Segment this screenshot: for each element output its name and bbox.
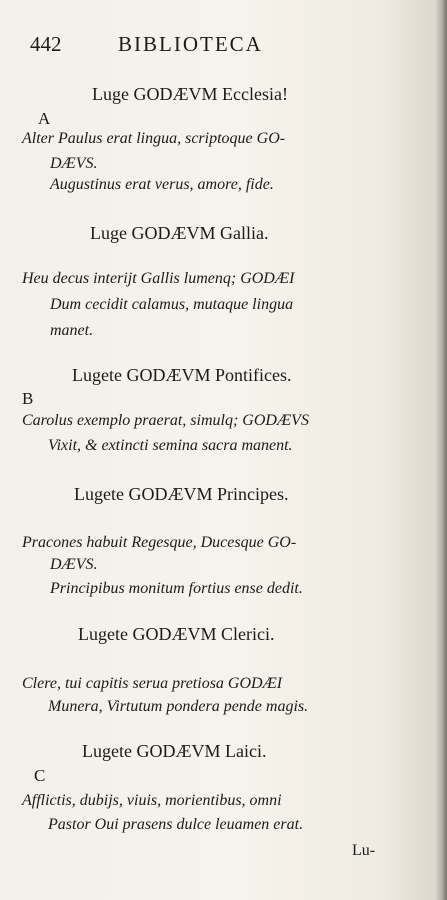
verse-line: manet.	[50, 322, 94, 339]
verse-line: Heu decus interijt Gallis lumenq; GODÆI	[22, 270, 295, 287]
running-title: BIBLIOTECA	[118, 32, 263, 56]
verse-line: Principibus monitum fortius ense dedit.	[50, 580, 303, 597]
section-marker: C	[34, 766, 46, 785]
section-heading: Lugete GODÆVM Clerici.	[78, 624, 275, 644]
verse-line: Augustinus erat verus, amore, fide.	[50, 176, 274, 193]
verse-line: DÆVS.	[50, 556, 98, 573]
running-header	[30, 32, 430, 60]
section-heading: Lugete GODÆVM Pontifices.	[72, 365, 292, 385]
verse-line: Pracones habuit Regesque, Ducesque GO-	[22, 534, 297, 551]
verse-line: Munera, Virtutum pondera pende magis.	[48, 698, 309, 715]
verse-line: Pastor Oui prasens dulce leuamen erat.	[48, 816, 304, 833]
verse-line: Afflictis, dubijs, viuis, morientibus, omni	[22, 792, 282, 809]
verse-line: Dum cecidit calamus, mutaque lingua	[50, 296, 294, 313]
section-heading: Lugete GODÆVM Laici.	[82, 741, 267, 761]
section-heading: Luge GODÆVM Ecclesia!	[92, 84, 288, 104]
verse-line: Alter Paulus erat lingua, scriptoque GO-	[22, 130, 286, 147]
section-marker: A	[38, 109, 51, 128]
section-heading: Lugete GODÆVM Principes.	[74, 484, 289, 504]
page-number: 442	[30, 32, 62, 56]
section-heading: Luge GODÆVM Gallia.	[90, 223, 269, 243]
catchword: Lu-	[352, 842, 376, 859]
page-edge-shadow	[435, 0, 447, 900]
section-marker: B	[22, 389, 34, 408]
verse-line: Carolus exemplo praerat, simulq; GODÆVS	[22, 412, 309, 429]
verse-line: Clere, tui capitis serua pretiosa GODÆI	[22, 675, 283, 692]
verse-line: Vixit, & extincti semina sacra manent.	[48, 437, 293, 454]
verse-line: DÆVS.	[50, 155, 98, 172]
